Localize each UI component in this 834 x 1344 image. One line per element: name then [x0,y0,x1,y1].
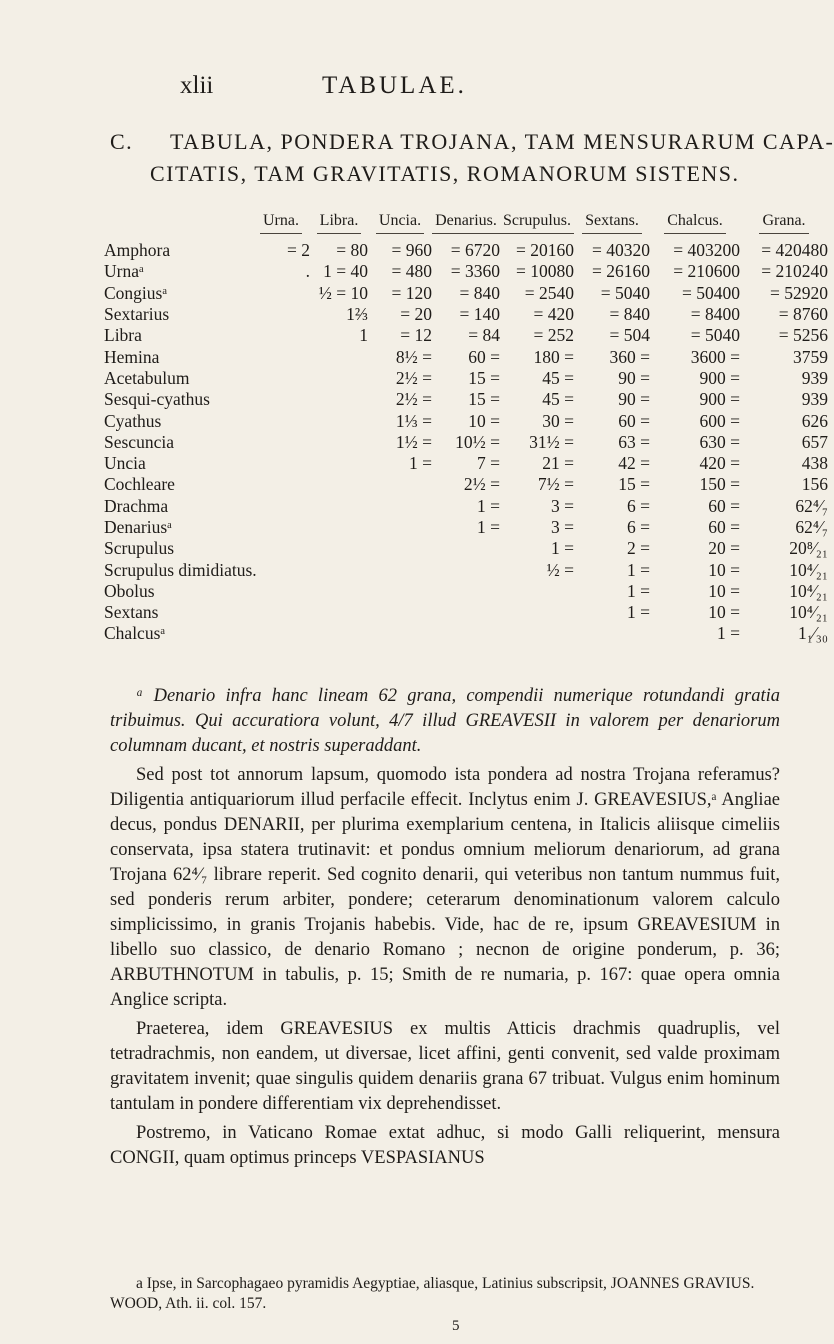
table-cell: ½ = [546,559,574,580]
table-cell [368,623,432,644]
header-denarius: Denarius. [432,212,500,240]
table-cell [310,368,368,389]
measure-name: Cyathus [104,410,162,431]
table-cell [252,581,310,602]
measure-name: Drachma [104,495,169,516]
table-cell: 60 = [468,346,500,367]
table-cell: 6 = [627,495,650,516]
table-cell: 2½ = [463,474,500,495]
table-cell [310,410,368,431]
paragraph: Praeterea, idem GREAVESIUS ex multis Atticis drachmis quadruplis, vel tetradrachmis, non eandem, ut diversae, licet affini, genti convenit, sed valde proximam gravitatem invenit; quae singulis quidem denariis grana 67 tribuat. Vulgus enim hominum tantulam in pondere differentiam vix deprehendisset. [110,1019,780,1114]
table-cell: 156 [801,474,828,495]
signature-mark: 5 [452,1318,460,1334]
table-cell: = 252 [533,325,574,346]
title-line-1: C. TABULA, PONDERA TROJANA, TAM MENSURARUM CAPA- [110,126,780,158]
measure-name: Libra [104,325,142,346]
table-cell [310,602,368,623]
table-cell: 1⅓ = [395,410,432,431]
measure-name: Sextarius [104,304,170,325]
table-cell: = 8400 [690,304,740,325]
table-cell: = 8760 [778,304,828,325]
table-cell: 1 = [627,580,650,601]
table-row [104,581,828,602]
table-row [104,368,828,389]
header-scrupulus: Scrupulus. [500,212,574,240]
table-cell: = 84 [468,325,500,346]
measure-name: Sescuncia [104,431,174,452]
table-cell [432,602,500,623]
table-note: ᵃ Denario infra hanc lineam 62 grana, compendii numerique rotundandi gratia tribuimus. Qui accuratiora volunt, 4/7 illud GREAVESII in valorem per denariorum columnam ducant, et nostris superaddant. [110,686,780,756]
table-cell [252,283,310,304]
header-urna: Urna. [252,212,310,240]
table-cell [368,559,432,580]
table-cell: 20 = [708,538,740,559]
table-cell [252,325,310,346]
table-cell: 630 = [699,431,740,452]
table-cell: = 5040 [600,282,650,303]
table-cell: = 5256 [778,325,828,346]
table-cell: 1 = [717,623,740,644]
table-cell: 900 = [699,389,740,410]
table-row [104,240,828,261]
table-cell: 2 = [627,538,650,559]
table-row [104,261,828,282]
table-cell: = 480 [391,261,432,282]
table-cell: = 20160 [516,240,574,261]
table-row [104,623,828,644]
table-row [104,283,828,304]
table-cell: = 40320 [592,240,650,261]
table-cell [500,581,574,602]
table-cell: = 840 [609,304,650,325]
measure-name: Scrupulus [104,538,174,559]
header-chalcus: Chalcus. [650,212,740,240]
table-cell: 10 = [708,580,740,601]
table-cell: 45 = [542,389,574,410]
table-row [104,517,828,538]
table-cell [432,581,500,602]
table-row [104,304,828,325]
table-cell [252,453,310,474]
footnote: a Ipse, in Sarcophagaeo pyramidis Aegyptiae, aliasque, Latinius subscripsit, JOANNES GRAVIUS. WOOD, Ath. ii. col. 157. [110,1275,755,1312]
table-cell: 10⁴⁄₂₁ [789,559,828,580]
table-cell [252,602,310,623]
table-cell: = 3360 [450,261,500,282]
table-title [110,126,834,190]
table-cell [500,602,574,623]
table-cell: 1 = [627,602,650,623]
table-cell: 3 = [551,517,574,537]
table-cell: 10 = [468,410,500,431]
table-cell: 15 = [618,474,650,495]
table-cell: 2½ = [395,389,432,410]
table-cell: = 420480 [761,240,828,261]
table-cell: = 140 [459,304,500,325]
table-cell: = 840 [459,282,500,303]
table-cell [252,623,310,644]
table-cell [252,368,310,389]
table-cell: 20⁸⁄₂₁ [789,538,828,559]
table-cell: 42 = [618,453,650,474]
table-cell [368,602,432,623]
table-cell: 60 = [708,517,740,537]
table-row [104,432,828,453]
table-cell: = 2 [287,240,310,261]
title-line-2: CITATIS, TAM GRAVITATIS, ROMANORUM SISTENS. [150,161,740,186]
table-cell [310,517,368,538]
running-title: TABULAE. [322,72,467,99]
table-cell: 2½ = [395,367,432,388]
table-cell: 63 = [618,431,650,452]
table-row [104,453,828,474]
page-number: xlii [180,72,214,99]
measure-name: Chalcusᵃ [104,623,166,644]
table-cell: 1 = 40 [323,261,368,282]
table-cell: 1⅔ [346,304,368,325]
measure-name: Scrupulus dimidiatus. [104,559,257,580]
table-cell: = 26160 [592,261,650,282]
commentary [110,684,780,1171]
table-cell: = 80 [336,240,368,261]
table-cell: 90 = [618,389,650,410]
paragraph: Postremo, in Vaticano Romae extat adhuc, si modo Galli reliquerint, mensura CONGII, quam optimus princeps VESPASIANUS [110,1123,780,1168]
table-cell [310,538,368,559]
table-cell: = 210600 [673,261,740,282]
table-cell: 21 = [542,453,574,474]
measure-name: Acetabulum [104,367,190,388]
table-cell [310,389,368,410]
table-cell [368,474,432,495]
table-cell: 180 = [533,346,574,367]
table-cell: 1 [359,325,368,346]
table-cell: 62⁴⁄₇ [795,495,828,516]
table-cell: 3600 = [690,346,740,367]
table-cell: = 5040 [690,325,740,346]
table-cell [368,496,432,517]
table-cell: 3759 [793,346,828,367]
measure-name: Urnaᵃ [104,261,144,282]
table-cell: 438 [801,453,828,474]
table-cell [310,346,368,367]
table-row [104,410,828,431]
table-cell [432,559,500,580]
table-cell: 150 = [699,474,740,495]
table-cell: 62⁴⁄₇ [795,517,828,537]
table-cell: 60 = [618,410,650,431]
table-cell: 1 = [551,538,574,559]
table-cell: = 420 [533,304,574,325]
table-cell: 1 = [477,517,500,537]
table-cell: 10 = [708,559,740,580]
table-cell [368,538,432,559]
table-row [104,346,828,367]
table-cell: 6 = [627,517,650,537]
section-letter: C. [110,129,134,154]
table-cell [310,453,368,474]
table-row [104,474,828,495]
running-head [0,72,800,102]
table-cell: 10⁴⁄₂₁ [789,580,828,601]
measure-name: Uncia [104,453,146,474]
table-cell [310,559,368,580]
measure-name: Sesqui-cyathus [104,389,210,410]
table-cell: = 52920 [770,282,828,303]
table-cell: = 50400 [682,282,740,303]
table-row [104,602,828,623]
table-cell: = 20 [400,304,432,325]
table-row [104,389,828,410]
table-cell: 7 = [477,453,500,474]
table-cell: 90 = [618,367,650,388]
table-cell: 657 [801,431,828,452]
measure-name: Congiusᵃ [104,282,168,303]
table-cell [252,559,310,580]
table-cell: = 120 [391,282,432,303]
table-cell: 939 [801,389,828,410]
table-cell: 7½ = [537,474,574,495]
table-cell [432,538,500,559]
header-blank [104,212,252,240]
table-row [104,325,828,346]
weights-table-body [104,240,828,645]
table-cell: 30 = [542,410,574,431]
measure-name: Obolus [104,580,155,601]
table-cell [432,623,500,644]
table-cell: = 12 [400,325,432,346]
table-cell [252,346,310,367]
table-cell: 45 = [542,367,574,388]
table-cell: = 403200 [673,240,740,261]
table-cell: 15 = [468,389,500,410]
measure-name: Cochleare [104,474,175,495]
table-cell: 60 = [708,495,740,516]
table-cell: = 2540 [524,282,574,303]
table-cell [252,432,310,453]
table-cell: 420 = [699,453,740,474]
table-cell: 939 [801,367,828,388]
table-cell [252,517,310,538]
table-header-row [104,212,828,240]
table-cell [252,304,310,325]
table-cell [500,623,574,644]
measure-name: Hemina [104,346,160,367]
table-row [104,496,828,517]
header-sextans: Sextans. [574,212,650,240]
table-cell: 31½ = [529,431,574,452]
header-libra: Libra. [310,212,368,240]
table-cell: 10⁴⁄₂₁ [789,602,828,623]
weights-table [104,212,828,645]
table-cell: 626 [801,410,828,431]
table-cell [310,623,368,644]
table-cell: 3 = [551,495,574,516]
table-cell: = 504 [609,325,650,346]
table-cell [252,410,310,431]
table-cell [252,538,310,559]
table-cell: ½ = 10 [318,282,368,303]
table-cell [310,581,368,602]
table-cell: 15 = [468,367,500,388]
table-cell: = 6720 [450,240,500,261]
table-cell [310,432,368,453]
table-cell: 1 = [409,453,432,474]
header-uncia: Uncia. [368,212,432,240]
table-cell: 1½ = [395,431,432,452]
table-cell: 360 = [609,346,650,367]
table-cell: 900 = [699,367,740,388]
table-cell: 10½ = [455,431,500,452]
table-cell: 1₁⁄₃₀ [798,623,828,644]
table-cell: 1 = [627,559,650,580]
header-grana: Grana. [740,212,828,240]
table-row [104,538,828,559]
measure-name: Amphora [104,240,171,261]
table-cell: 600 = [699,410,740,431]
table-cell [310,496,368,517]
table-cell [368,581,432,602]
paragraph: Sed post tot annorum lapsum, quomodo ista pondera ad nostra Trojana referamus? Diligentia antiquariorum illud perfacile effecit. Inclytus enim J. GREAVESIUS,ᵃ Angliae decus, pondus DENARII, per plurima exemplarium centena, in Italicis aliisque cimeliis conservata, ipsa statera trutinavit: et pondus omnium meliorum denariorum, ad grana Trojana 62⁴⁄₇ librare reperit. Sed cognito denarii, qui veteribus non tantum nummus fuit, sed ponderis rerum arbiter, pondere; ceterarum denominationum valorem calculo simplicissimo, in granis Trojanis habebis. Vide, hac de re, ipsum GREAVESIUM in libello suo classico, de denario Romano ; necnon de origine ponderum, p. 36; ARBUTHNOTUM in tabulis, p. 15; Smith de re numaria, p. 167: quae opera omnia Anglice scripta. [110,765,780,1010]
table-cell: 8½ = [395,346,432,367]
measure-name: Denariusᵃ [104,517,172,537]
table-cell [368,517,432,538]
table-row [104,559,828,580]
table-cell: = 210240 [761,261,828,282]
table-cell: = 10080 [516,261,574,282]
table-cell [310,474,368,495]
table-cell: . [305,261,310,282]
measure-name: Sextans [104,602,159,623]
table-cell [574,623,650,644]
table-cell [252,389,310,410]
table-cell: 1 = [477,495,500,516]
table-cell [252,474,310,495]
table-cell [252,496,310,517]
table-cell: = 960 [391,240,432,261]
table-cell: 10 = [708,602,740,623]
